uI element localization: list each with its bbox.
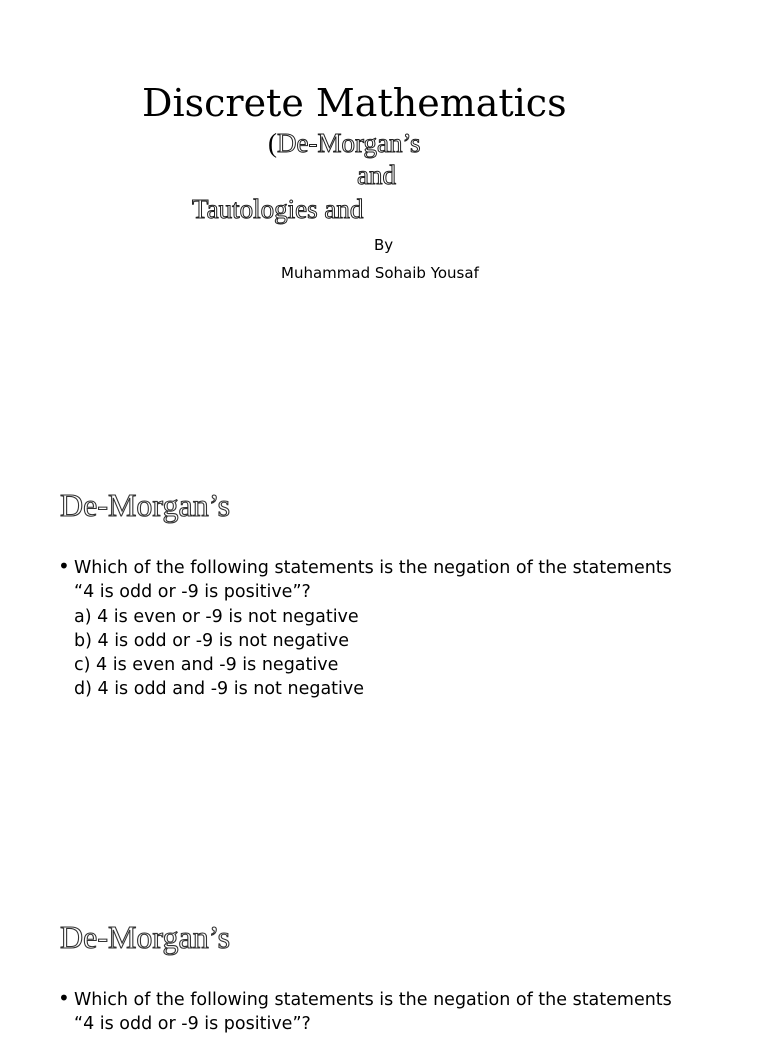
question-text-quote: “4 is odd or -9 is positive”? xyxy=(74,582,311,603)
slide-heading: De-Morgan’s xyxy=(60,919,231,955)
bullet-icon: • xyxy=(58,554,70,578)
option-b: b) 4 is odd or -9 is not negative xyxy=(74,630,350,651)
question-text: Which of the following statements is the negation of the statements xyxy=(74,990,672,1010)
page-title: Discrete Mathematics xyxy=(142,81,567,125)
option-c: c) 4 is even and -9 is negative xyxy=(74,655,339,676)
question-text-quote: “4 is odd or -9 is positive”? xyxy=(74,1014,311,1035)
question-text: Which of the following statements is the negation of the statements xyxy=(74,558,672,578)
subtitle-line-3: Tautologies and xyxy=(192,194,364,224)
by-label: By xyxy=(374,236,394,254)
question-block xyxy=(58,988,748,1037)
author-name: Muhammad Sohaib Yousaf xyxy=(281,264,479,282)
subtitle-paren: ( xyxy=(268,128,277,158)
subtitle-line-2: and xyxy=(357,160,396,190)
option-a: a) 4 is even or -9 is not negative xyxy=(74,606,359,627)
option-d: d) 4 is odd and -9 is not negative xyxy=(74,679,365,700)
slide-heading: De-Morgan’s xyxy=(60,487,231,523)
bullet-icon: • xyxy=(58,986,70,1010)
subtitle-demorgan: De-Morgan’s xyxy=(277,128,421,158)
